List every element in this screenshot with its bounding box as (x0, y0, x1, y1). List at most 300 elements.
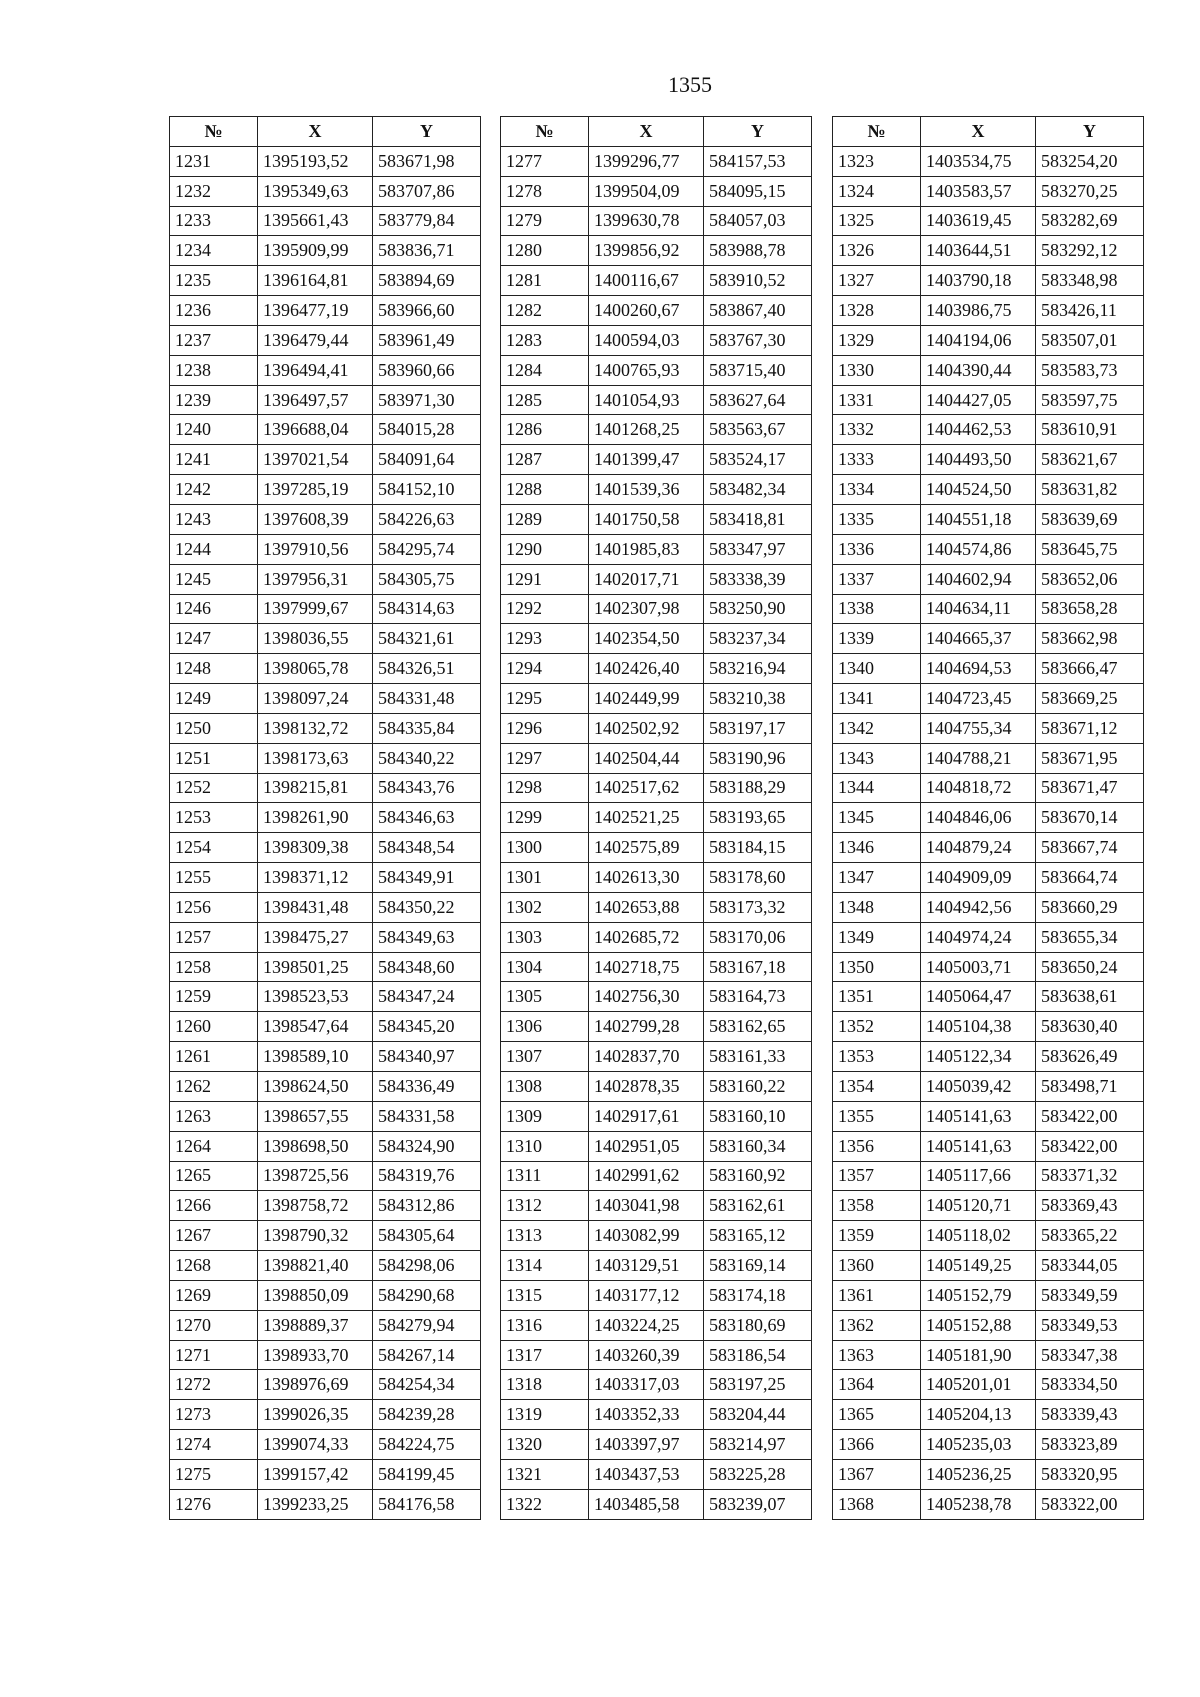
table-row (170, 1221, 481, 1251)
table-row (501, 1430, 812, 1460)
table-row (501, 1191, 812, 1221)
cell-number: 1340 (833, 654, 921, 684)
cell-number: 1302 (501, 892, 589, 922)
cell-y: 584319,76 (373, 1161, 481, 1191)
table-row (833, 684, 1144, 714)
cell-number: 1347 (833, 863, 921, 893)
cell-number: 1335 (833, 504, 921, 534)
table-row (170, 892, 481, 922)
cell-x: 1398431,48 (258, 892, 373, 922)
cell-x: 1403644,51 (921, 236, 1036, 266)
cell-x: 1398850,09 (258, 1280, 373, 1310)
cell-y: 583270,25 (1036, 176, 1144, 206)
table-row (501, 1310, 812, 1340)
cell-x: 1403317,03 (589, 1370, 704, 1400)
cell-x: 1402354,50 (589, 624, 704, 654)
cell-y: 584346,63 (373, 803, 481, 833)
cell-y: 583165,12 (704, 1221, 812, 1251)
cell-y: 583660,29 (1036, 892, 1144, 922)
header-y: Y (373, 117, 481, 147)
cell-x: 1398889,37 (258, 1310, 373, 1340)
cell-number: 1263 (170, 1101, 258, 1131)
cell-number: 1331 (833, 385, 921, 415)
cell-y: 583910,52 (704, 266, 812, 296)
cell-y: 583197,25 (704, 1370, 812, 1400)
cell-number: 1349 (833, 922, 921, 952)
cell-x: 1401750,58 (589, 504, 704, 534)
table-row (833, 1101, 1144, 1131)
header-x: X (589, 117, 704, 147)
cell-x: 1400260,67 (589, 296, 704, 326)
cell-x: 1398309,38 (258, 833, 373, 863)
table-row (501, 236, 812, 266)
cell-number: 1249 (170, 684, 258, 714)
cell-x: 1398725,56 (258, 1161, 373, 1191)
cell-y: 583422,00 (1036, 1131, 1144, 1161)
table-row (170, 1072, 481, 1102)
cell-x: 1398036,55 (258, 624, 373, 654)
cell-y: 583966,60 (373, 296, 481, 326)
cell-number: 1314 (501, 1251, 589, 1281)
cell-y: 583664,74 (1036, 863, 1144, 893)
table-row (501, 266, 812, 296)
table-row (170, 1161, 481, 1191)
cell-x: 1402502,92 (589, 713, 704, 743)
table-row (170, 504, 481, 534)
cell-number: 1283 (501, 325, 589, 355)
table-row (833, 146, 1144, 176)
cell-x: 1405149,25 (921, 1251, 1036, 1281)
cell-number: 1343 (833, 743, 921, 773)
cell-y: 583214,97 (704, 1430, 812, 1460)
table-row (833, 1072, 1144, 1102)
table-row (501, 504, 812, 534)
cell-x: 1403583,57 (921, 176, 1036, 206)
table-row (501, 922, 812, 952)
table-row (833, 1280, 1144, 1310)
cell-x: 1402718,75 (589, 952, 704, 982)
cell-y: 584224,75 (373, 1430, 481, 1460)
cell-x: 1404390,44 (921, 355, 1036, 385)
cell-y: 583348,98 (1036, 266, 1144, 296)
cell-number: 1256 (170, 892, 258, 922)
cell-y: 584348,54 (373, 833, 481, 863)
table-row (833, 564, 1144, 594)
cell-x: 1396497,57 (258, 385, 373, 415)
cell-y: 583365,22 (1036, 1221, 1144, 1251)
table-row (170, 1251, 481, 1281)
cell-y: 583498,71 (1036, 1072, 1144, 1102)
cell-x: 1405122,34 (921, 1042, 1036, 1072)
table-row (501, 534, 812, 564)
cell-number: 1317 (501, 1340, 589, 1370)
cell-x: 1403986,75 (921, 296, 1036, 326)
table-row (170, 982, 481, 1012)
cell-x: 1398097,24 (258, 684, 373, 714)
cell-y: 583563,67 (704, 415, 812, 445)
cell-y: 583638,61 (1036, 982, 1144, 1012)
cell-y: 584349,63 (373, 922, 481, 952)
cell-y: 584347,24 (373, 982, 481, 1012)
table-row (501, 385, 812, 415)
cell-y: 583971,30 (373, 385, 481, 415)
table-row (833, 504, 1144, 534)
table-row (833, 1012, 1144, 1042)
cell-y: 584298,06 (373, 1251, 481, 1281)
table-row (170, 1430, 481, 1460)
table-row (170, 445, 481, 475)
cell-y: 583418,81 (704, 504, 812, 534)
cell-number: 1306 (501, 1012, 589, 1042)
cell-number: 1299 (501, 803, 589, 833)
cell-y: 584321,61 (373, 624, 481, 654)
cell-number: 1236 (170, 296, 258, 326)
cell-y: 583652,06 (1036, 564, 1144, 594)
cell-number: 1333 (833, 445, 921, 475)
cell-number: 1275 (170, 1459, 258, 1489)
cell-number: 1363 (833, 1340, 921, 1370)
cell-x: 1401054,93 (589, 385, 704, 415)
cell-number: 1250 (170, 713, 258, 743)
table-row (170, 534, 481, 564)
cell-number: 1346 (833, 833, 921, 863)
table-row (501, 475, 812, 505)
cell-number: 1360 (833, 1251, 921, 1281)
cell-number: 1264 (170, 1131, 258, 1161)
cell-y: 583662,98 (1036, 624, 1144, 654)
cell-number: 1307 (501, 1042, 589, 1072)
cell-x: 1402521,25 (589, 803, 704, 833)
table-row (833, 534, 1144, 564)
cell-y: 583621,67 (1036, 445, 1144, 475)
cell-number: 1364 (833, 1370, 921, 1400)
table-row (833, 1042, 1144, 1072)
table-row (170, 803, 481, 833)
cell-y: 583173,32 (704, 892, 812, 922)
cell-y: 583188,29 (704, 773, 812, 803)
cell-number: 1282 (501, 296, 589, 326)
table-row (501, 1131, 812, 1161)
cell-number: 1290 (501, 534, 589, 564)
cell-x: 1396477,19 (258, 296, 373, 326)
cell-x: 1402837,70 (589, 1042, 704, 1072)
table-row (501, 1012, 812, 1042)
cell-number: 1351 (833, 982, 921, 1012)
cell-x: 1399630,78 (589, 206, 704, 236)
table-row (170, 236, 481, 266)
cell-number: 1296 (501, 713, 589, 743)
table-row (833, 1459, 1144, 1489)
table-row (833, 236, 1144, 266)
cell-number: 1366 (833, 1430, 921, 1460)
cell-number: 1326 (833, 236, 921, 266)
table-row (833, 1251, 1144, 1281)
cell-y: 583961,49 (373, 325, 481, 355)
page-number: 1355 (668, 72, 712, 97)
cell-x: 1401399,47 (589, 445, 704, 475)
cell-x: 1405204,13 (921, 1400, 1036, 1430)
cell-number: 1319 (501, 1400, 589, 1430)
cell-number: 1329 (833, 325, 921, 355)
table-row (170, 325, 481, 355)
table-header-row (833, 117, 1144, 147)
table-row (501, 1101, 812, 1131)
cell-number: 1328 (833, 296, 921, 326)
cell-y: 584095,15 (704, 176, 812, 206)
table-row (501, 684, 812, 714)
table-row (833, 176, 1144, 206)
cell-number: 1259 (170, 982, 258, 1012)
cell-y: 583339,43 (1036, 1400, 1144, 1430)
table-row (170, 385, 481, 415)
cell-x: 1398976,69 (258, 1370, 373, 1400)
cell-x: 1399074,33 (258, 1430, 373, 1460)
table-row (170, 1280, 481, 1310)
table-row (501, 594, 812, 624)
table-row (170, 1012, 481, 1042)
cell-number: 1253 (170, 803, 258, 833)
cell-x: 1404194,06 (921, 325, 1036, 355)
cell-y: 583867,40 (704, 296, 812, 326)
table-row (833, 1340, 1144, 1370)
cell-y: 583320,95 (1036, 1459, 1144, 1489)
cell-number: 1308 (501, 1072, 589, 1102)
table-row (170, 266, 481, 296)
cell-x: 1399856,92 (589, 236, 704, 266)
table-row (501, 773, 812, 803)
cell-x: 1402951,05 (589, 1131, 704, 1161)
table-row (833, 325, 1144, 355)
table-row (833, 1370, 1144, 1400)
table-row (170, 1370, 481, 1400)
cell-y: 583666,47 (1036, 654, 1144, 684)
cell-y: 584350,22 (373, 892, 481, 922)
cell-y: 583671,95 (1036, 743, 1144, 773)
cell-x: 1404788,21 (921, 743, 1036, 773)
cell-y: 584279,94 (373, 1310, 481, 1340)
cell-number: 1355 (833, 1101, 921, 1131)
cell-x: 1403129,51 (589, 1251, 704, 1281)
table-row (501, 564, 812, 594)
cell-number: 1337 (833, 564, 921, 594)
cell-number: 1325 (833, 206, 921, 236)
cell-x: 1398261,90 (258, 803, 373, 833)
cell-number: 1358 (833, 1191, 921, 1221)
table-row (170, 833, 481, 863)
cell-number: 1297 (501, 743, 589, 773)
cell-y: 583960,66 (373, 355, 481, 385)
cell-y: 584239,28 (373, 1400, 481, 1430)
table-row (833, 713, 1144, 743)
cell-y: 584326,51 (373, 654, 481, 684)
cell-number: 1338 (833, 594, 921, 624)
cell-y: 583197,17 (704, 713, 812, 743)
cell-x: 1402917,61 (589, 1101, 704, 1131)
cell-number: 1245 (170, 564, 258, 594)
cell-x: 1395909,99 (258, 236, 373, 266)
cell-x: 1396688,04 (258, 415, 373, 445)
cell-y: 583210,38 (704, 684, 812, 714)
table-row (501, 1072, 812, 1102)
cell-y: 583347,38 (1036, 1340, 1144, 1370)
cell-x: 1402307,98 (589, 594, 704, 624)
cell-x: 1402878,35 (589, 1072, 704, 1102)
cell-x: 1397285,19 (258, 475, 373, 505)
table-row (501, 1251, 812, 1281)
cell-x: 1399296,77 (589, 146, 704, 176)
cell-y: 583627,64 (704, 385, 812, 415)
cell-number: 1258 (170, 952, 258, 982)
cell-y: 583669,25 (1036, 684, 1144, 714)
cell-number: 1255 (170, 863, 258, 893)
cell-number: 1368 (833, 1489, 921, 1519)
cell-x: 1402575,89 (589, 833, 704, 863)
table-row (170, 743, 481, 773)
cell-x: 1404427,05 (921, 385, 1036, 415)
cell-y: 584057,03 (704, 206, 812, 236)
table-row (170, 1489, 481, 1519)
cell-x: 1405141,63 (921, 1131, 1036, 1161)
cell-number: 1295 (501, 684, 589, 714)
cell-x: 1400765,93 (589, 355, 704, 385)
cell-number: 1300 (501, 833, 589, 863)
cell-number: 1367 (833, 1459, 921, 1489)
cell-number: 1243 (170, 504, 258, 534)
cell-y: 583524,17 (704, 445, 812, 475)
cell-x: 1405238,78 (921, 1489, 1036, 1519)
table-row (501, 863, 812, 893)
cell-y: 583779,84 (373, 206, 481, 236)
cell-y: 583631,82 (1036, 475, 1144, 505)
cell-number: 1354 (833, 1072, 921, 1102)
header-number: № (170, 117, 258, 147)
cell-x: 1398589,10 (258, 1042, 373, 1072)
table-row (170, 1101, 481, 1131)
cell-y: 583630,40 (1036, 1012, 1144, 1042)
cell-x: 1405235,03 (921, 1430, 1036, 1460)
cell-number: 1278 (501, 176, 589, 206)
cell-number: 1345 (833, 803, 921, 833)
cell-y: 584295,74 (373, 534, 481, 564)
table-row (170, 564, 481, 594)
table-row (833, 654, 1144, 684)
cell-x: 1398624,50 (258, 1072, 373, 1102)
cell-x: 1397608,39 (258, 504, 373, 534)
cell-number: 1234 (170, 236, 258, 266)
cell-y: 584349,91 (373, 863, 481, 893)
cell-x: 1401985,83 (589, 534, 704, 564)
cell-x: 1403224,25 (589, 1310, 704, 1340)
cell-number: 1312 (501, 1191, 589, 1221)
table-row (170, 773, 481, 803)
cell-number: 1265 (170, 1161, 258, 1191)
header-number: № (501, 117, 589, 147)
cell-number: 1233 (170, 206, 258, 236)
cell-number: 1330 (833, 355, 921, 385)
cell-number: 1266 (170, 1191, 258, 1221)
cell-number: 1260 (170, 1012, 258, 1042)
cell-x: 1398173,63 (258, 743, 373, 773)
cell-y: 584157,53 (704, 146, 812, 176)
table-row (501, 296, 812, 326)
coordinates-table-2 (500, 116, 812, 1520)
cell-number: 1303 (501, 922, 589, 952)
cell-x: 1401539,36 (589, 475, 704, 505)
table-row (833, 922, 1144, 952)
cell-y: 584305,75 (373, 564, 481, 594)
cell-x: 1397956,31 (258, 564, 373, 594)
table-row (501, 1042, 812, 1072)
cell-y: 583174,18 (704, 1280, 812, 1310)
table-header-row (501, 117, 812, 147)
cell-x: 1402799,28 (589, 1012, 704, 1042)
cell-number: 1359 (833, 1221, 921, 1251)
cell-x: 1404846,06 (921, 803, 1036, 833)
cell-x: 1402426,40 (589, 654, 704, 684)
table-row (833, 833, 1144, 863)
cell-number: 1322 (501, 1489, 589, 1519)
cell-number: 1357 (833, 1161, 921, 1191)
cell-x: 1404818,72 (921, 773, 1036, 803)
table-row (170, 1340, 481, 1370)
cell-x: 1399026,35 (258, 1400, 373, 1430)
cell-x: 1403619,45 (921, 206, 1036, 236)
cell-x: 1402991,62 (589, 1161, 704, 1191)
cell-x: 1399504,09 (589, 176, 704, 206)
cell-number: 1321 (501, 1459, 589, 1489)
cell-y: 583237,34 (704, 624, 812, 654)
cell-number: 1280 (501, 236, 589, 266)
cell-y: 583639,69 (1036, 504, 1144, 534)
cell-number: 1285 (501, 385, 589, 415)
cell-x: 1405120,71 (921, 1191, 1036, 1221)
cell-number: 1293 (501, 624, 589, 654)
cell-y: 584343,76 (373, 773, 481, 803)
cell-number: 1244 (170, 534, 258, 564)
cell-number: 1362 (833, 1310, 921, 1340)
cell-y: 584336,49 (373, 1072, 481, 1102)
table-row (501, 355, 812, 385)
cell-number: 1315 (501, 1280, 589, 1310)
cell-number: 1309 (501, 1101, 589, 1131)
cell-number: 1276 (170, 1489, 258, 1519)
cell-x: 1405118,02 (921, 1221, 1036, 1251)
table-row (170, 952, 481, 982)
cell-x: 1400116,67 (589, 266, 704, 296)
cell-x: 1403437,53 (589, 1459, 704, 1489)
cell-x: 1405201,01 (921, 1370, 1036, 1400)
cell-x: 1405003,71 (921, 952, 1036, 982)
cell-y: 583292,12 (1036, 236, 1144, 266)
cell-y: 583225,28 (704, 1459, 812, 1489)
cell-y: 583597,75 (1036, 385, 1144, 415)
cell-x: 1398475,27 (258, 922, 373, 952)
cell-x: 1401268,25 (589, 415, 704, 445)
cell-number: 1291 (501, 564, 589, 594)
cell-y: 583167,18 (704, 952, 812, 982)
table-row (501, 1370, 812, 1400)
cell-x: 1402504,44 (589, 743, 704, 773)
cell-y: 583610,91 (1036, 415, 1144, 445)
table-row (501, 743, 812, 773)
cell-x: 1398933,70 (258, 1340, 373, 1370)
cell-number: 1365 (833, 1400, 921, 1430)
table-row (170, 146, 481, 176)
cell-x: 1404974,24 (921, 922, 1036, 952)
cell-x: 1403485,58 (589, 1489, 704, 1519)
cell-y: 584324,90 (373, 1131, 481, 1161)
cell-x: 1398215,81 (258, 773, 373, 803)
